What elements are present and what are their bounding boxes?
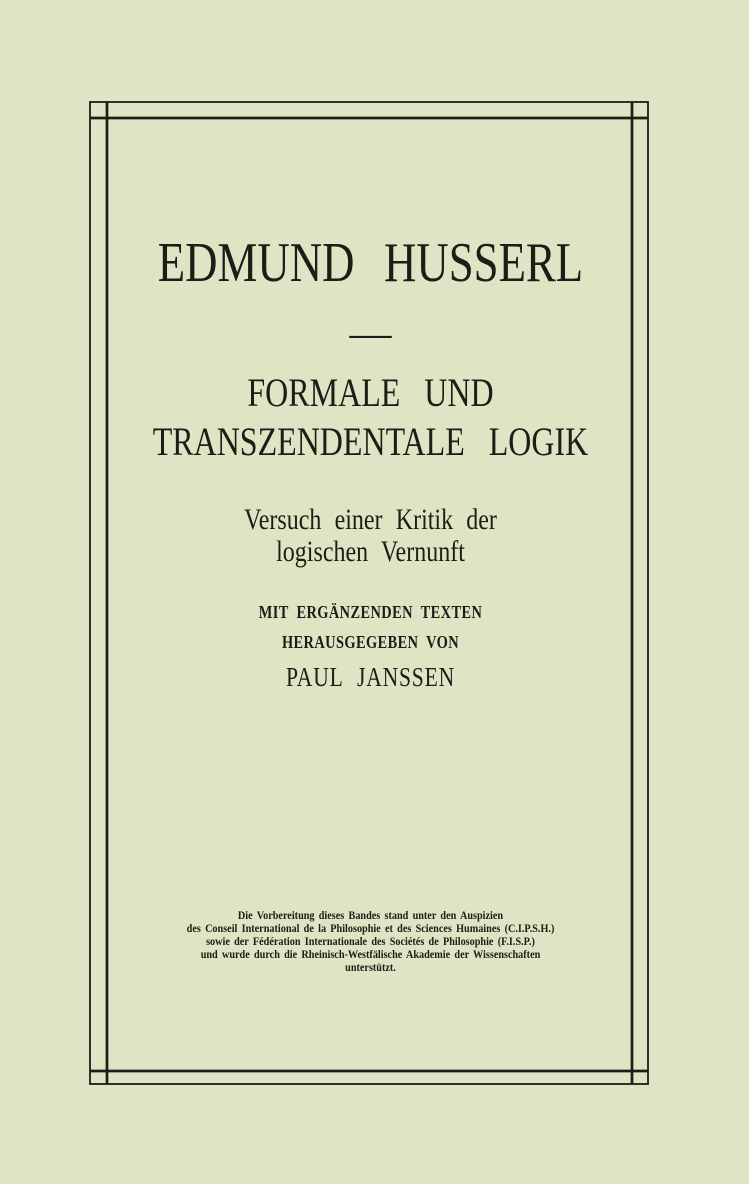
acknowledgement-line: und wurde durch die Rheinisch-Westfälische Akademie der Wissenschaften	[200, 947, 541, 961]
edition-note-line-2: HERAUSGEGEBEN VON	[281, 632, 460, 652]
book-subtitle-line-2: logischen Vernunft	[276, 535, 465, 568]
editor-name: PAUL JANSSEN	[285, 662, 456, 692]
divider-dash: —	[349, 311, 392, 357]
acknowledgement-line: Die Vorbereitung dieses Bandes stand unter den Auspizien	[237, 908, 504, 922]
book-title-line-2: TRANSZENDENTALE LOGIK	[152, 419, 589, 464]
acknowledgement-note	[134, 909, 607, 974]
acknowledgement-line: unterstützt.	[345, 960, 396, 974]
acknowledgement-line: des Conseil International de la Philosophie et des Sciences Humaines (C.I.P.S.H.)	[186, 921, 555, 935]
acknowledgement-line: sowie der Fédération Internationale des Sociétés de Philosophie (F.I.S.P.)	[206, 934, 535, 948]
book-title	[148, 368, 594, 466]
edition-note	[148, 597, 594, 657]
edition-note-line-1: MIT ERGÄNZENDEN TEXTEN	[258, 602, 483, 622]
book-subtitle-line-1: Versuch einer Kritik der	[244, 503, 497, 536]
book-subtitle	[148, 504, 594, 568]
book-title-line-1: FORMALE UND	[247, 370, 494, 415]
author-name: EDMUND HUSSERL	[157, 232, 584, 294]
